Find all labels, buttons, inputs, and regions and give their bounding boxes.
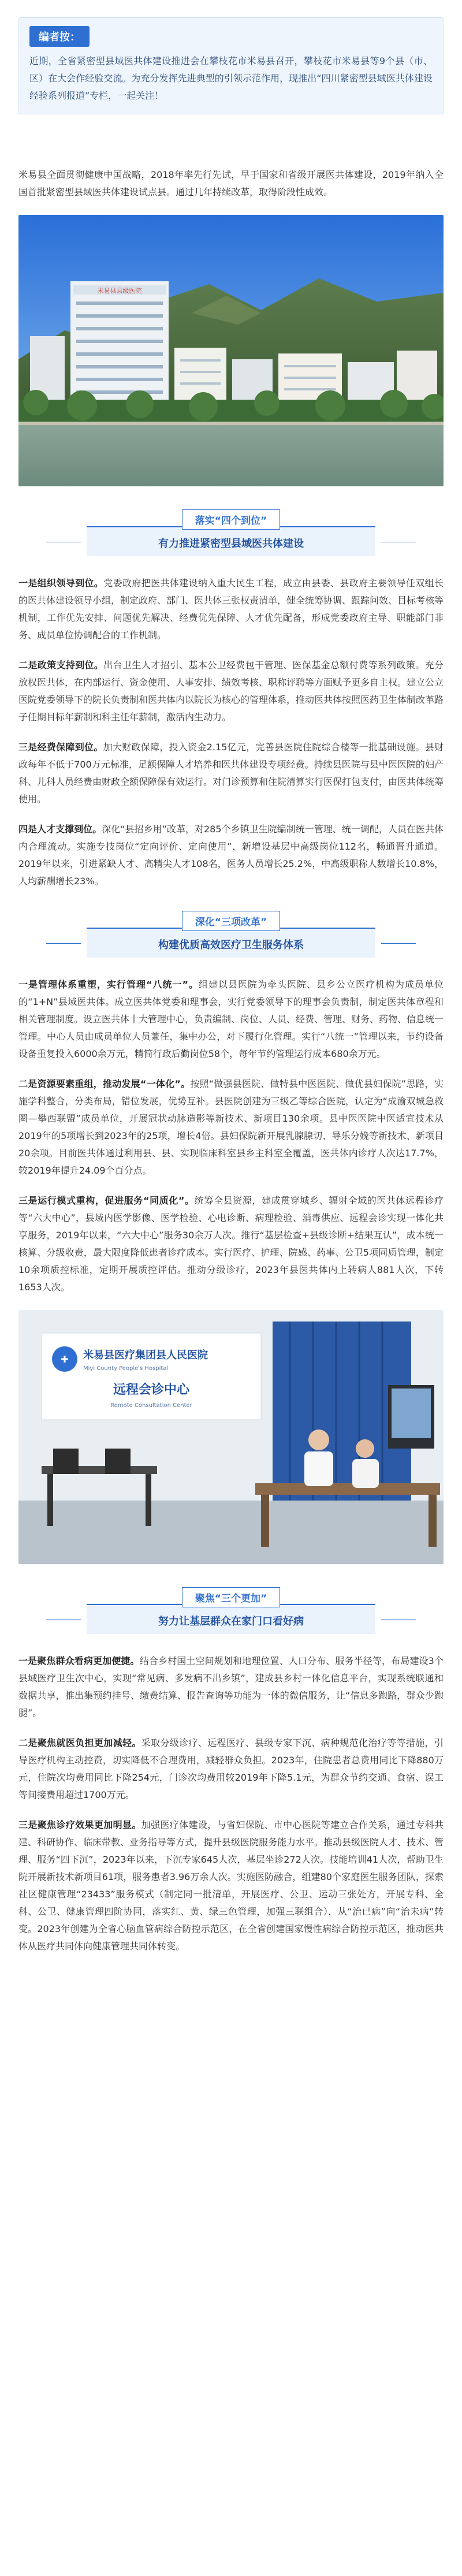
section-1	[18, 509, 444, 890]
section-2-para-1	[18, 976, 444, 1063]
section-2-para-2	[18, 1075, 444, 1179]
section-1-para-3	[18, 739, 444, 808]
section-3-para-3	[18, 1816, 444, 1955]
section-2	[18, 911, 444, 1564]
para-lead: 三是经费保障到位。	[18, 742, 103, 753]
sign-title-en: Miyi County People's Hospital	[83, 1365, 169, 1372]
para-text: 按照“做强县医院、做特县中医医院、做优县妇保院”思路，实施学科整合，分类布局，错位发展，优势互补。县医院创建为三级乙等综合医院，认定为“成渝双城急救圈—攀西联盟”成员单位，开展冠状动脉造影等新技术、新项目130余项。县中医医院中医适宜技术从2019年的5项增长到2023年的25项，增长4倍。县妇保院新开展乳腺腺切、导乐分娩等新技术、新项目20余项。目前医共体通过利用县、县、实现临床科室县乡主科室全覆盖，医共体内诊疗人次达17.7%，较2019年提升24.09个百分点。	[18, 1078, 444, 1176]
editor-note	[18, 17, 444, 114]
para-lead: 一是聚焦群众看病更加便捷。	[18, 1655, 140, 1666]
para-lead: 一是管理体系重塑，实行管理“八统一”。	[18, 979, 199, 990]
consultation-room-photo	[18, 1310, 444, 1564]
editor-note-text: 近期，全省紧密型县域医共体建设推进会在攀枝花市米易县召开，攀枝花市米易县等9个县（市、区）在大会作经验交流。为充分发挥先进典型的引领示范作用，现推出“四川紧密型县域医共体建设经验系列报道”专栏，一起关注！	[29, 55, 433, 101]
section-1-para-4	[18, 821, 444, 890]
para-lead: 二是资源要素重组，推动发展“一体化”。	[18, 1078, 191, 1089]
para-text: 组建以县医院为牵头医院、县乡公立医疗机构为成员单位的“1+N”县域医共体。成立医共体党委和理事会，实行党委领导下的理事会负责制，制定医共体章程和相关管理制度。设立医共体十大管理中心，负责编制、岗位、人员、经费、管理、财务、药物、信息统一管理。中心人员由成员单位人员兼任，集中办公，对下履行化管理。实行“八统一”管理以来，节约设备设备重复投入6000余万元，精简行政后勤岗位58个，每年节约管理运行成本680余万元。	[18, 979, 444, 1059]
para-text: 出台卫生人才招引、基本公卫经费包干管理、医保基金总额付费等系列政策。充分放权医共体，在内部运行、资金使用、人事安排、绩效考核、职称评聘等方面赋予更多自主权。建立公立医院党委领导下的院长负责制和医共体内以院长为核心的管理体系，推动医共体按照医药卫生体制改革路子任期目标年薪制和科主任年薪制，激活内生动力。	[18, 660, 444, 723]
building-sign: 米易县县级医院	[97, 287, 142, 295]
section-2-title: 构建优质高效医疗卫生服务体系	[87, 928, 375, 958]
para-text: 采取分级诊疗、远程医疗、县级专家下沉、病种规范化治疗等等措施，引导医疗机构主动控费，切实降低不合理费用，减轻群众负担。2023年，住院患者总费用同比下降880万元，住院次均费用同比下降254元，门诊次均费用较2019年下降5.1元，为群众节约交通、食宿、误工等间接费用超过1700万元。	[18, 1737, 444, 1800]
para-text: 深化“县招乡用”改革，对285个乡镇卫生院编制统一管理、统一调配，人员在医共体内合理流动。实施专技岗位“定向评价、定向使用”，新增设基层中高级岗位112名，畅通晋升通道。2019年以来，引进紧缺人才、高精尖人才108名，医务人员增长25.2%，中高级职称人数增长10.8%，人均薪酬增长23%。	[18, 824, 444, 887]
hospital-logo-icon: ✚	[61, 1354, 69, 1365]
section-3-para-1	[18, 1652, 444, 1722]
section-2-tag: 深化“三项改革”	[182, 911, 280, 931]
para-lead: 四是人才支撑到位。	[18, 824, 102, 835]
section-2-para-3	[18, 1192, 444, 1296]
para-lead: 三是聚焦诊疗效果更加明显。	[18, 1819, 141, 1830]
para-text: 加大财政保障，投入资金2.15亿元，完善县医院住院综合楼等一批基础设施。县财政每年不低于700万元标准，足额保障人才培养和医共体建设专项经费。持续县医院与县中医医院的妇产科、儿科人员经费由财政全额保障保有效运行。对门诊预算和住院清算实行医保打包支付，由医共体统筹使用。	[18, 742, 444, 805]
editor-note-label: 编者按：	[29, 26, 90, 47]
section-3-tag: 聚焦“三个更加”	[182, 1587, 280, 1607]
section-3-banner	[18, 1587, 444, 1634]
para-lead: 三是运行模式重构，促进服务“同质化”。	[18, 1195, 195, 1206]
section-3-para-2	[18, 1734, 444, 1804]
section-2-banner	[18, 911, 444, 958]
para-lead: 一是组织领导到位。	[18, 578, 104, 589]
section-3	[18, 1587, 444, 1955]
section-1-para-1	[18, 575, 444, 644]
section-1-para-2	[18, 657, 444, 726]
intro-paragraph: 米易县全面贯彻健康中国战略，2018年率先行先试，早于国家和省级开展医共体建设，2019年纳入全国首批紧密型县域医共体建设试点县。通过几年持续改革，取得阶段性成效。	[18, 169, 444, 198]
para-lead: 二是聚焦就医负担更加减轻。	[18, 1737, 141, 1748]
para-text: 统筹全县资源，建成贯穿城乡、辐射全域的医共体远程诊疗等“六大中心”，县域内医学影像、医学检验、心电诊断、病理检验、消毒供应、远程会诊实现一体化共享服务，2019年以来，“六大中心”服务30余万人次。推行“基层检查+县级诊断+结果互认”，成本统一核算、分级收费，最大限度降低患者诊疗成本。实行医疗、护理、院感、药事、公卫5项同质管理，制定10余项质控标准，定期开展质控评估。推动分级诊疗，2023年县医共体内上转病人881人次，下转1653人次。	[18, 1195, 444, 1293]
sign-subtitle: 远程会诊中心	[113, 1383, 190, 1397]
town-photo	[18, 215, 444, 486]
section-1-banner	[18, 509, 444, 556]
section-1-title: 有力推进紧密型县域医共体建设	[87, 526, 375, 556]
para-text: 加强医疗体建设，与省妇保院、市中心医院等建立合作关系，通过专科共建、科研协作、临床带教、业务指导等方式，提升县级医院服务能力水平。推动县级医院人才、技术、管理、服务“四下沉”，2023年以来，下沉专家645人次，基层坐诊272人次。技能培训41人次，帮助卫生院开展新技术新项目61项，服务患者3.96万余人次。实施医防融合，组建80个家庭医生服务团队，探索社区健康管理“23433”服务模式（制定同一批清单，开展医疗、公卫、运动三张处方，开展专科、全科、公卫、健康管理四阶协同，落实红、黄、绿三色管理，加强三联组合），从“治已病”向“治未病”转变。2023年创建为全省心脑血管病综合防控示范区，在全省创建国家慢性病综合防控示范区，推动医共体从医疗共同体向健康管理共同体转变。	[18, 1819, 444, 1952]
para-lead: 二是政策支持到位。	[18, 660, 104, 671]
article-page	[0, 17, 462, 2576]
section-1-tag: 落实“四个到位”	[182, 509, 280, 530]
para-text: 结合乡村国土空间规划和地理位置、人口分布、服务半径等，布局建设3个县域医疗卫生次中心，实现“常见病、多发病不出乡镇”，建成县乡村一体化信息平台，实现系统联通和数据共享，推出集预约挂号、缴费结算、报告查询等功能为一体的微信服务，让“信息多跑路，群众少跑腿”。	[18, 1655, 444, 1718]
sign-title: 米易县医疗集团县人民医院	[83, 1349, 208, 1361]
section-3-title: 努力让基层群众在家门口看好病	[87, 1604, 375, 1634]
sign-subtitle-en: Remote Consultation Center	[110, 1402, 192, 1409]
para-text: 党委政府把医共体建设纳入重大民生工程，成立由县委、县政府主要领导任双组长的医共体建设领导小组，制定政府、部门、医共体三张权责清单，健全统筹协调、跟踪问效、目标考核等机制，工作优先安排、问题优先解决、经费优先保障、人才优先配备，形成党委政府主导、职能部门非务、成员单位协调配合的工作机制。	[18, 578, 444, 641]
